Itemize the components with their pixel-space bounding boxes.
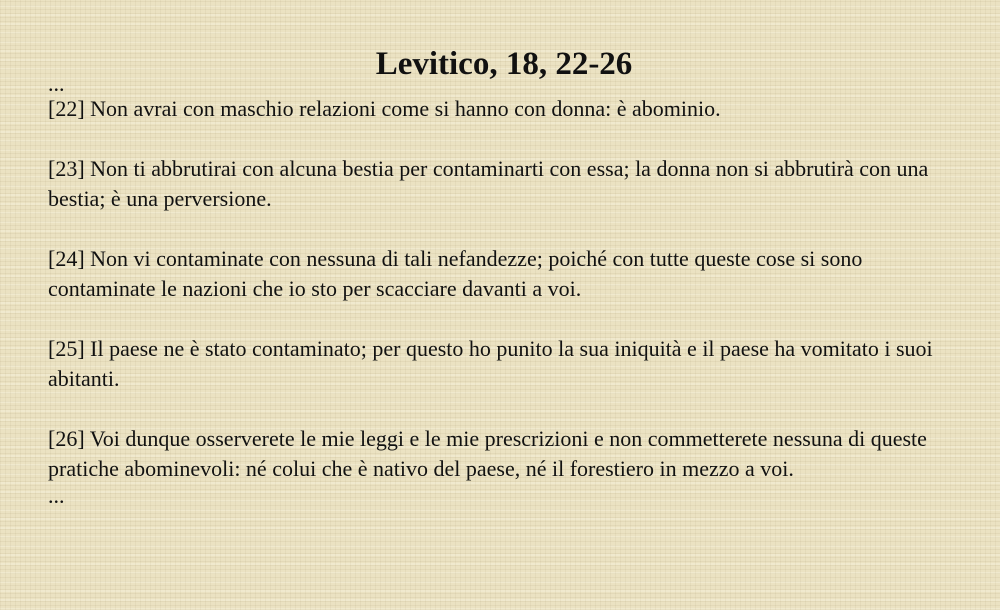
verse-22: [22] Non avrai con maschio relazioni come si hanno con donna: è abominio. — [48, 96, 721, 121]
verse-23: [23] Non ti abbrutirai con alcuna bestia per contaminarti con essa; la donna non si abbrutirà con una bestia; è una perversione. — [48, 156, 929, 211]
verse-24: [24] Non vi contaminate con nessuna di tali nefandezze; poiché con tutte queste cose si sono contaminate le nazioni che io sto per scacciare davanti a voi. — [48, 246, 863, 301]
ellipsis-bottom: ... — [48, 483, 65, 508]
verse-26: [26] Voi dunque osserverete le mie leggi e le mie prescrizioni e non commetterete nessuna di queste pratiche abominevoli: né colui che è nativo del paese, né il forestiero in mezzo a voi. — [48, 426, 927, 481]
page-title: Levitico, 18, 22-26 — [375, 46, 633, 82]
verse-25: [25] Il paese ne è stato contaminato; per questo ho punito la sua iniquità e il paese ha vomitato i suoi abitanti. — [48, 336, 933, 391]
ellipsis-top: ... — [48, 71, 65, 96]
